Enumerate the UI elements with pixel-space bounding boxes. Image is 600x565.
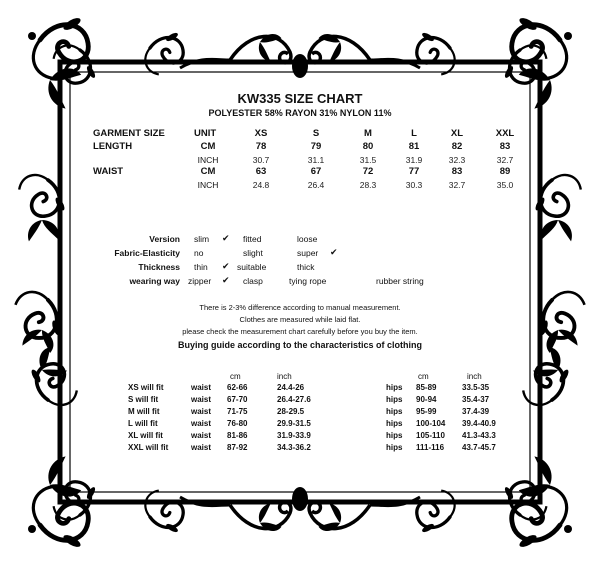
- check-mark-icon: ✔: [330, 247, 338, 257]
- waist-cm-xl: 83: [451, 166, 463, 177]
- guide-fit-label: XXL will fit: [128, 443, 169, 452]
- buying-guide-title: Buying guide according to the characteristics of clothing: [177, 340, 423, 350]
- guide-hips-cm: 85-89: [416, 383, 437, 392]
- waist-unit-inch: INCH: [197, 180, 219, 190]
- length-cm-xs: 78: [255, 141, 267, 152]
- guide-waist-inch: 28-29.5: [277, 407, 305, 416]
- attr-label-fabric-elasticity: Fabric-Elasticity: [114, 248, 180, 258]
- attr-version-opt-slim: slim: [194, 234, 210, 244]
- guide-hips-cm: 95-99: [416, 407, 437, 416]
- attr-wearing-opt-clasp: clasp: [243, 276, 263, 286]
- length-cm-l: 81: [408, 141, 420, 152]
- guide-waist-cm: 87-92: [227, 443, 248, 452]
- attr-thickness-opt-thick: thick: [297, 262, 315, 272]
- attr-wearing-opt-rubber-string: rubber string: [376, 276, 424, 286]
- guide-header-hips-inch: inch: [467, 372, 482, 381]
- guide-hips-label: hips: [386, 383, 403, 392]
- waist-cm-m: 72: [362, 166, 374, 177]
- waist-unit-cm: CM: [200, 166, 216, 177]
- guide-waist-inch: 31.9-33.9: [277, 431, 311, 440]
- row-label-waist: WAIST: [93, 166, 124, 177]
- guide-waist-cm: 76-80: [227, 419, 248, 428]
- guide-hips-label: hips: [386, 431, 403, 440]
- guide-fit-label: XS will fit: [128, 383, 164, 392]
- attr-thickness-opt-suitable: suitable: [237, 262, 267, 272]
- attr-elasticity-opt-slight: slight: [243, 248, 263, 258]
- length-in-xl: 32.3: [448, 155, 466, 165]
- size-m: M: [364, 128, 372, 139]
- chart-title: KW335 SIZE CHART: [237, 91, 363, 106]
- size-xs: XS: [254, 128, 268, 139]
- size-xl: XL: [450, 128, 464, 139]
- attr-version-opt-loose: loose: [297, 234, 318, 244]
- length-unit-cm: CM: [200, 141, 216, 152]
- check-mark-icon: ✔: [222, 233, 230, 243]
- guide-hips-cm: 105-110: [416, 431, 445, 440]
- length-cm-m: 80: [362, 141, 374, 152]
- check-mark-icon: ✔: [222, 275, 230, 285]
- attr-wearing-opt-tying-rope: tying rope: [289, 276, 327, 286]
- waist-cm-xs: 63: [255, 166, 267, 177]
- waist-in-xs: 24.8: [252, 180, 270, 190]
- length-in-xxl: 32.7: [496, 155, 514, 165]
- attr-elasticity-opt-super: super: [297, 248, 319, 258]
- guide-hips-label: hips: [386, 419, 403, 428]
- guide-hips-inch: 37.4-39: [462, 407, 490, 416]
- waist-cm-l: 77: [408, 166, 420, 177]
- waist-cm-xxl: 89: [499, 166, 511, 177]
- size-xxl: XXL: [495, 128, 515, 139]
- attr-label-version: Version: [149, 234, 180, 244]
- guide-waist-cm: 67-70: [227, 395, 248, 404]
- garment-size-label: GARMENT SIZE: [93, 128, 165, 139]
- length-unit-inch: INCH: [197, 155, 219, 165]
- attr-version-opt-fitted: fitted: [243, 234, 262, 244]
- guide-header-waist-cm: cm: [230, 372, 241, 381]
- waist-in-l: 30.3: [405, 180, 423, 190]
- guide-waist-inch: 26.4-27.6: [277, 395, 311, 404]
- attr-wearing-opt-zipper: zipper: [188, 276, 212, 286]
- check-mark-icon: ✔: [222, 261, 230, 271]
- guide-hips-inch: 33.5-35: [462, 383, 490, 392]
- guide-fit-label: S will fit: [128, 395, 159, 404]
- waist-cm-s: 67: [310, 166, 322, 177]
- attr-label-wearing-way: wearing way: [129, 276, 180, 286]
- guide-waist-label: waist: [191, 431, 212, 440]
- guide-header-hips-cm: cm: [418, 372, 429, 381]
- guide-hips-inch: 35.4-37: [462, 395, 490, 404]
- guide-hips-cm: 111-116: [416, 443, 445, 452]
- note-measurement-difference: There is 2-3% difference according to manual measurement.: [199, 303, 401, 312]
- guide-hips-inch: 41.3-43.3: [462, 431, 496, 440]
- length-cm-xxl: 83: [499, 141, 511, 152]
- guide-hips-label: hips: [386, 407, 403, 416]
- length-cm-s: 79: [310, 141, 322, 152]
- waist-in-m: 28.3: [359, 180, 377, 190]
- guide-waist-cm: 71-75: [227, 407, 248, 416]
- guide-hips-inch: 39.4-40.9: [462, 419, 496, 428]
- guide-header-waist-inch: inch: [277, 372, 292, 381]
- guide-hips-inch: 43.7-45.7: [462, 443, 496, 452]
- guide-fit-label: L will fit: [128, 419, 158, 428]
- length-in-l: 31.9: [405, 155, 423, 165]
- guide-waist-inch: 29.9-31.5: [277, 419, 311, 428]
- length-in-xs: 30.7: [252, 155, 270, 165]
- guide-hips-label: hips: [386, 443, 403, 452]
- length-in-s: 31.1: [307, 155, 325, 165]
- attr-label-thickness: Thickness: [138, 262, 180, 272]
- guide-fit-label: M will fit: [128, 407, 160, 416]
- note-laid-flat: Clothes are measured while laid flat.: [239, 315, 361, 324]
- guide-waist-cm: 62-66: [227, 383, 248, 392]
- size-s: S: [312, 128, 320, 139]
- guide-waist-inch: 34.3-36.2: [277, 443, 311, 452]
- guide-fit-label: XL will fit: [128, 431, 163, 440]
- attr-elasticity-opt-no: no: [194, 248, 204, 258]
- guide-waist-inch: 24.4-26: [277, 383, 305, 392]
- guide-hips-label: hips: [386, 395, 403, 404]
- material-composition: POLYESTER 58% RAYON 31% NYLON 11%: [208, 108, 392, 118]
- waist-in-s: 26.4: [307, 180, 325, 190]
- guide-waist-label: waist: [191, 419, 212, 428]
- guide-waist-cm: 81-86: [227, 431, 248, 440]
- guide-waist-label: waist: [191, 395, 212, 404]
- attr-thickness-opt-thin: thin: [194, 262, 208, 272]
- unit-label: UNIT: [194, 128, 217, 139]
- guide-waist-label: waist: [191, 383, 212, 392]
- waist-in-xxl: 35.0: [496, 180, 514, 190]
- row-label-length: LENGTH: [93, 141, 133, 152]
- guide-hips-cm: 90-94: [416, 395, 437, 404]
- waist-in-xl: 32.7: [448, 180, 466, 190]
- length-in-m: 31.5: [359, 155, 377, 165]
- length-cm-xl: 82: [451, 141, 463, 152]
- note-check-chart: please check the measurement chart carefully before you buy the item.: [182, 327, 418, 336]
- guide-waist-label: waist: [191, 443, 212, 452]
- guide-hips-cm: 100-104: [416, 419, 446, 428]
- guide-waist-label: waist: [191, 407, 212, 416]
- size-l: L: [411, 128, 417, 139]
